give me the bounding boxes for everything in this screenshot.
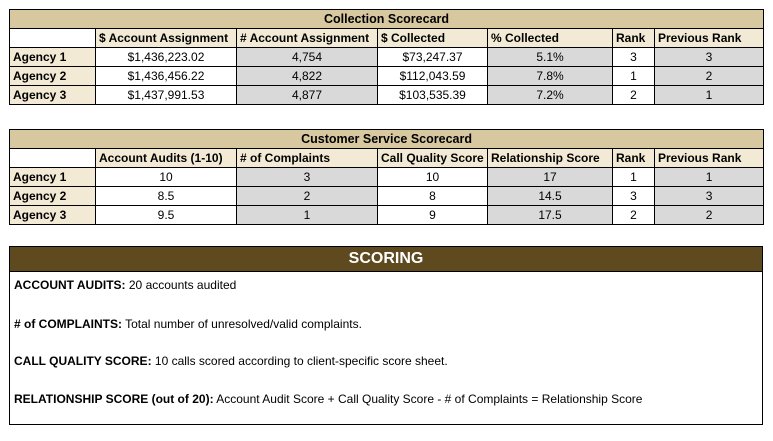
cell-value: 2 [655,206,764,225]
table-row [10,48,764,67]
header-corner [10,29,96,48]
cell-value: 10 [96,168,237,187]
cell-value: 1 [613,168,655,187]
col-header: Call Quality Score [378,149,488,168]
cell-value: 3 [613,187,655,206]
collection-scorecard-title: Collection Scorecard [10,10,764,29]
cell-value: 1 [237,206,378,225]
cell-value: 7.2% [488,86,613,105]
cell-value: 2 [237,187,378,206]
col-header: % Collected [488,29,613,48]
agency-label: Agency 1 [10,48,96,67]
col-header: Relationship Score [488,149,613,168]
cell-value: 17 [488,168,613,187]
cell-value: $1,436,223.02 [96,48,237,67]
cell-value: 4,822 [237,67,378,86]
col-header: Rank [613,149,655,168]
scoring-title: SCORING [10,247,762,272]
header-corner [10,149,96,168]
cell-value: 3 [655,48,764,67]
scoring-item-text: 20 accounts audited [125,278,237,292]
cell-value: $1,436,456.22 [96,67,237,86]
scoring-item-label: RELATIONSHIP SCORE (out of 20): [14,392,214,406]
cell-value: $103,535.39 [378,86,488,105]
scoring-item-label: ACCOUNT AUDITS: [14,278,126,292]
cell-value: 8 [378,187,488,206]
cell-value: 14.5 [488,187,613,206]
customer-service-scorecard-title: Customer Service Scorecard [10,130,764,149]
cell-value: 2 [613,206,655,225]
col-header: $ Account Assignment [96,29,237,48]
table-row [10,206,764,225]
scoring-item-text: Total number of unresolved/valid complaints. [122,317,362,331]
agency-label: Agency 3 [10,206,96,225]
cell-value: $1,437,991.53 [96,86,237,105]
table-row [10,67,764,86]
scoring-item-text: 10 calls scored according to client-specific score sheet. [151,354,448,368]
cell-value: 5.1% [488,48,613,67]
agency-label: Agency 1 [10,168,96,187]
cell-value: 2 [613,86,655,105]
scoring-item-account-audits [14,278,236,292]
cell-value: 3 [613,48,655,67]
scoring-item-text: Account Audit Score + Call Quality Score - # of Complaints = Relationship Score [213,392,643,406]
col-header: $ Collected [378,29,488,48]
scoring-item-complaints [14,317,362,331]
customer-service-scorecard-table [9,129,764,225]
agency-label: Agency 2 [10,187,96,206]
cell-value: 1 [655,86,764,105]
cell-value: $112,043.59 [378,67,488,86]
cell-value: 3 [237,168,378,187]
cell-value: 1 [613,67,655,86]
col-header: Rank [613,29,655,48]
cell-value: 8.5 [96,187,237,206]
cell-value: 1 [655,168,764,187]
scoring-item-label: # of COMPLAINTS: [14,317,122,331]
cell-value: $73,247.37 [378,48,488,67]
table-row [10,86,764,105]
cell-value: 4,754 [237,48,378,67]
col-header: Previous Rank [655,149,764,168]
cell-value: 7.8% [488,67,613,86]
scoring-item-label: CALL QUALITY SCORE: [14,354,152,368]
col-header: Account Audits (1-10) [96,149,237,168]
collection-scorecard-table [9,9,764,105]
col-header: # Account Assignment [237,29,378,48]
col-header: Previous Rank [655,29,764,48]
agency-label: Agency 2 [10,67,96,86]
scoring-item-call-quality [14,354,448,368]
cell-value: 3 [655,187,764,206]
cell-value: 2 [655,67,764,86]
col-header: # of Complaints [237,149,378,168]
table-row [10,187,764,206]
cell-value: 9.5 [96,206,237,225]
scoring-item-relationship [14,392,642,406]
cell-value: 9 [378,206,488,225]
agency-label: Agency 3 [10,86,96,105]
table-row [10,168,764,187]
cell-value: 10 [378,168,488,187]
scoring-panel [9,246,763,425]
cell-value: 4,877 [237,86,378,105]
cell-value: 17.5 [488,206,613,225]
